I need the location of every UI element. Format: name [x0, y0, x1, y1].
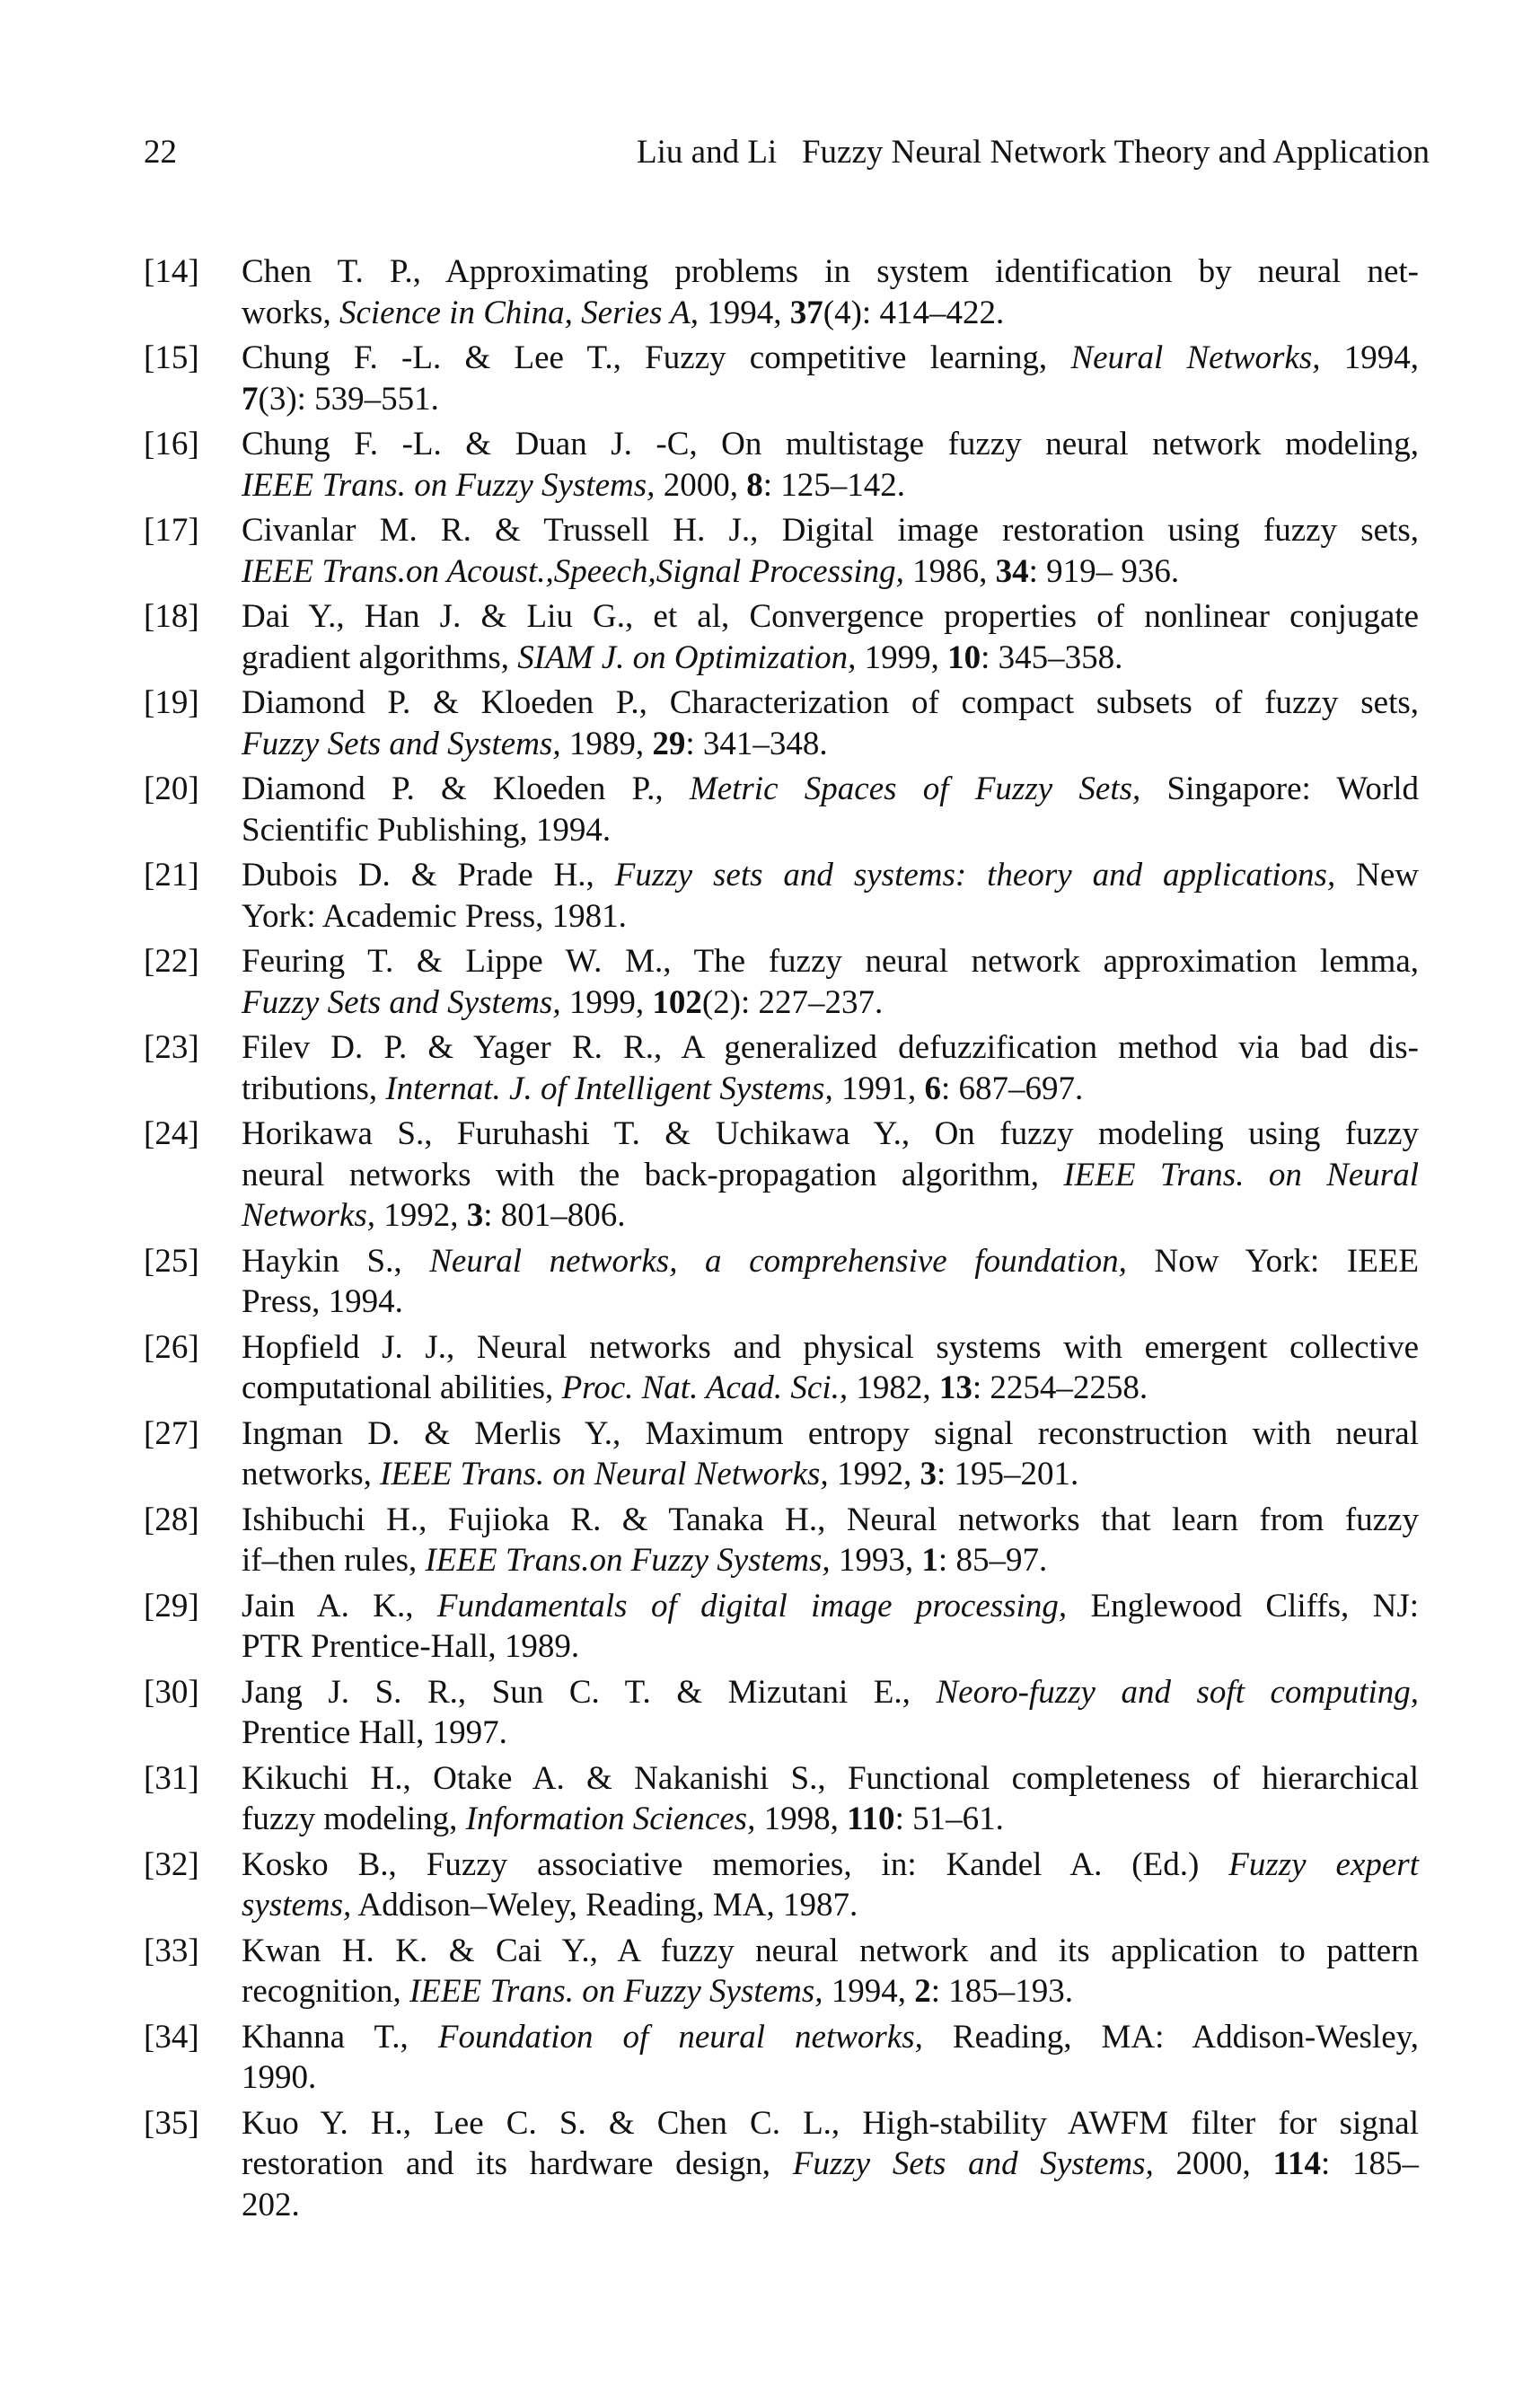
reference-line: [242, 769, 1419, 810]
bold-volume: 7: [242, 380, 259, 418]
reference-number: [16]: [144, 426, 199, 462]
text-run: : 125–142.: [762, 466, 905, 504]
reference-list: [144, 251, 1419, 2230]
text-run: 1999,: [856, 638, 948, 676]
reference-line: [242, 2185, 1419, 2226]
text-run: Khanna T.,: [242, 2018, 438, 2056]
reference-line: [242, 1931, 1419, 1972]
bold-volume: 102: [652, 983, 702, 1021]
reference-line: [242, 251, 1419, 293]
text-run: Singapore: World: [1140, 770, 1419, 807]
text-run: : 687–697.: [940, 1070, 1084, 1107]
reference-entry: [144, 1845, 1419, 1926]
bold-volume: 10: [947, 638, 981, 676]
reference-entry: [144, 1114, 1419, 1237]
text-run: 1990.: [242, 2059, 317, 2096]
reference-line: [242, 1626, 1419, 1668]
text-run: Prentice Hall, 1997.: [242, 1714, 507, 1751]
text-run: Englewood Cliffs, NJ:: [1067, 1587, 1419, 1625]
reference-line: [242, 941, 1419, 982]
reference-number: [35]: [144, 2104, 199, 2142]
text-run: Jain A. K.,: [242, 1587, 437, 1625]
italic-text: Fuzzy sets and systems: theory and applications,: [614, 857, 1336, 894]
text-run: : 919– 936.: [1028, 552, 1180, 590]
italic-text: Fundamentals of digital image processing,: [436, 1587, 1068, 1625]
bold-volume: 3: [920, 1456, 937, 1492]
text-run: Hopfield J. J., Neural networks and physical systems with emergent collective: [242, 1328, 1419, 1366]
text-run: 1986,: [903, 552, 996, 590]
reference-line: [242, 855, 1419, 896]
text-run: : 341–348.: [685, 725, 828, 762]
reference-text: [242, 855, 1419, 937]
text-run: : 2254–2258.: [972, 1369, 1148, 1406]
reference-line: [242, 2103, 1419, 2144]
reference-entry: [144, 1500, 1419, 1581]
reference-line: [242, 1500, 1419, 1541]
italic-text: Neoro-fuzzy and soft computing,: [936, 1673, 1420, 1711]
reference-line: [242, 896, 1419, 938]
reference-line: [242, 1327, 1419, 1369]
reference-number: [14]: [144, 253, 199, 290]
bold-volume: 1: [921, 1542, 938, 1579]
reference-text: [242, 596, 1419, 678]
reference-line: [242, 424, 1419, 465]
italic-text: Science in China, Series A,: [339, 294, 700, 331]
reference-line: [242, 465, 1419, 506]
reference-entry: [144, 1327, 1419, 1409]
reference-text: [242, 769, 1419, 850]
reference-entry: [144, 1241, 1419, 1323]
reference-entry: [144, 1758, 1419, 1840]
reference-text: [242, 1327, 1419, 1409]
italic-text: IEEE Trans.on Fuzzy Systems,: [425, 1542, 831, 1579]
text-run: networks,: [242, 1456, 381, 1492]
bold-volume: 114: [1272, 2145, 1321, 2182]
text-run: York: Academic Press, 1981.: [242, 897, 627, 935]
reference-number: [19]: [144, 684, 199, 721]
reference-number: [18]: [144, 598, 199, 635]
text-run: 1989,: [560, 725, 653, 762]
italic-text: systems,: [242, 1887, 352, 1924]
text-run: Kosko B., Fuzzy associative memories, in: Kandel A. (Ed.): [242, 1845, 1229, 1883]
text-run: 1994,: [823, 1973, 915, 2010]
reference-line: [242, 2017, 1419, 2058]
running-title: Liu and Li Fuzzy Neural Network Theory and Application: [637, 134, 1430, 171]
text-run: : 185–193.: [930, 1973, 1073, 2010]
reference-number: [24]: [144, 1115, 199, 1152]
text-run: Filev D. P. & Yager R. R., A generalized defuzzification method via bad dis-: [242, 1029, 1419, 1066]
text-run: 202.: [242, 2186, 300, 2223]
text-run: 1994,: [699, 294, 790, 331]
text-run: gradient algorithms,: [242, 638, 518, 676]
reference-line: [242, 1454, 1419, 1495]
reference-text: [242, 1114, 1419, 1237]
text-run: tributions,: [242, 1070, 386, 1107]
bold-volume: 34: [995, 552, 1029, 590]
bold-volume: 2: [914, 1973, 931, 2010]
reference-line: [242, 1799, 1419, 1840]
bold-volume: 6: [924, 1070, 941, 1107]
reference-text: [242, 1845, 1419, 1926]
italic-text: IEEE Trans. on Fuzzy Systems,: [242, 466, 656, 504]
text-run: PTR Prentice-Hall, 1989.: [242, 1628, 580, 1665]
text-run: : 185–: [1320, 2145, 1419, 2182]
text-run: 1991,: [832, 1070, 925, 1107]
text-run: restoration and its hardware design,: [242, 2145, 793, 2182]
text-run: Chung F. -L. & Lee T., Fuzzy competitive learning,: [242, 339, 1071, 376]
reference-entry: [144, 251, 1419, 333]
reference-line: [242, 682, 1419, 724]
text-run: : 345–358.: [981, 638, 1123, 676]
reference-line: [242, 1845, 1419, 1886]
bold-volume: 29: [652, 725, 686, 762]
text-run: fuzzy modeling,: [242, 1801, 466, 1837]
reference-text: [242, 1672, 1419, 1754]
reference-number: [33]: [144, 1932, 199, 1969]
page-number: 22: [144, 134, 177, 171]
italic-text: IEEE Trans. on Fuzzy Systems,: [409, 1973, 823, 2010]
reference-line: [242, 2144, 1419, 2185]
text-run: Civanlar M. R. & Trussell H. J., Digital image restoration using fuzzy sets,: [242, 512, 1419, 549]
reference-number: [31]: [144, 1759, 199, 1797]
text-run: Ishibuchi H., Fujioka R. & Tanaka H., Neural networks that learn from fuzzy: [242, 1501, 1419, 1538]
reference-line: [242, 1885, 1419, 1926]
text-run: Jang J. S. R., Sun C. T. & Mizutani E.,: [242, 1673, 937, 1711]
reference-entry: [144, 424, 1419, 506]
text-run: : 801–806.: [483, 1197, 626, 1234]
reference-entry: [144, 1931, 1419, 2012]
reference-number: [26]: [144, 1328, 199, 1366]
reference-entry: [144, 1586, 1419, 1668]
reference-line: [242, 1368, 1419, 1409]
text-run: recognition,: [242, 1973, 410, 2010]
text-run: works,: [242, 294, 339, 331]
reference-entry: [144, 596, 1419, 678]
text-run: Kikuchi H., Otake A. & Nakanishi S., Functional completeness of hierarchical: [242, 1759, 1419, 1797]
reference-number: [15]: [144, 339, 199, 376]
text-run: Kwan H. K. & Cai Y., A fuzzy neural network and its application to pattern: [242, 1932, 1419, 1969]
reference-number: [32]: [144, 1845, 199, 1883]
text-run: (4): 414–422.: [823, 294, 1005, 331]
reference-text: [242, 1241, 1419, 1323]
reference-line: [242, 1540, 1419, 1581]
reference-entry: [144, 941, 1419, 1023]
reference-number: [17]: [144, 512, 199, 549]
reference-line: [242, 293, 1419, 334]
text-run: Reading, MA: Addison-Wesley,: [922, 2018, 1419, 2056]
reference-line: [242, 2057, 1419, 2099]
reference-line: [242, 982, 1419, 1024]
italic-text: Fuzzy expert: [1228, 1845, 1419, 1883]
reference-line: [242, 1758, 1419, 1800]
reference-line: [242, 1114, 1419, 1155]
reference-number: [22]: [144, 943, 199, 980]
reference-text: [242, 1500, 1419, 1581]
reference-line: [242, 1713, 1419, 1754]
text-run: : 195–201.: [936, 1456, 1079, 1492]
text-run: (3): 539–551.: [258, 380, 439, 418]
italic-text: Metric Spaces of Fuzzy Sets,: [689, 770, 1141, 807]
reference-line: [242, 810, 1419, 851]
text-run: Diamond P. & Kloeden P.,: [242, 770, 690, 807]
reference-number: [21]: [144, 857, 199, 894]
text-run: Addison–Weley, Reading, MA, 1987.: [351, 1887, 858, 1924]
reference-line: [242, 1413, 1419, 1455]
italic-text: IEEE Trans.on Acoust.,Speech,Signal Processing,: [242, 552, 904, 590]
text-run: 1993,: [830, 1542, 922, 1579]
text-run: (2): 227–237.: [701, 983, 884, 1021]
text-run: 2000,: [655, 466, 747, 504]
text-run: Horikawa S., Furuhashi T. & Uchikawa Y., On fuzzy modeling using fuzzy: [242, 1115, 1419, 1152]
reference-number: [29]: [144, 1587, 199, 1625]
italic-text: Networks,: [242, 1197, 376, 1234]
text-run: Chen T. P., Approximating problems in system identification by neural net-: [242, 253, 1419, 290]
running-header: [144, 130, 1430, 175]
italic-text: Proc. Nat. Acad. Sci.,: [561, 1369, 849, 1406]
reference-line: [242, 1281, 1419, 1323]
reference-line: [242, 1672, 1419, 1713]
text-run: 1998,: [755, 1801, 848, 1837]
reference-line: [242, 1069, 1419, 1110]
reference-text: [242, 2103, 1419, 2226]
text-run: Kuo Y. H., Lee C. S. & Chen C. L., High-stability AWFM filter for signal: [242, 2104, 1419, 2142]
reference-number: [27]: [144, 1414, 199, 1452]
reference-entry: [144, 338, 1419, 419]
text-run: Now York: IEEE: [1126, 1242, 1420, 1280]
reference-entry: [144, 855, 1419, 937]
reference-entry: [144, 1027, 1419, 1109]
bold-volume: 13: [938, 1369, 972, 1406]
reference-line: [242, 1155, 1419, 1196]
italic-text: IEEE Trans. on Neural: [1063, 1156, 1419, 1193]
italic-text: Fuzzy Sets and Systems,: [242, 725, 561, 762]
text-run: : 85–97.: [937, 1542, 1048, 1579]
text-run: Dubois D. & Prade H.,: [242, 857, 615, 894]
italic-text: Information Sciences,: [465, 1801, 756, 1837]
text-run: 1999,: [560, 983, 653, 1021]
italic-text: Neural Networks,: [1070, 339, 1321, 376]
bold-volume: 3: [466, 1197, 484, 1234]
reference-text: [242, 941, 1419, 1023]
italic-text: Neural networks, a comprehensive foundation,: [429, 1242, 1127, 1280]
reference-line: [242, 1195, 1419, 1237]
bold-volume: 8: [746, 466, 763, 504]
text-run: Press, 1994.: [242, 1283, 403, 1320]
reference-entry: [144, 2103, 1419, 2226]
reference-number: [34]: [144, 2018, 199, 2056]
reference-text: [242, 1586, 1419, 1668]
reference-text: [242, 2017, 1419, 2099]
italic-text: Fuzzy Sets and Systems,: [792, 2145, 1154, 2182]
text-run: Diamond P. & Kloeden P., Characterization of compact subsets of fuzzy sets,: [242, 684, 1419, 721]
reference-text: [242, 1413, 1419, 1495]
text-run: 2000,: [1153, 2145, 1273, 2182]
reference-entry: [144, 1672, 1419, 1754]
text-run: 1992,: [375, 1197, 467, 1234]
text-run: New: [1335, 857, 1419, 894]
bold-volume: 37: [789, 294, 823, 331]
reference-number: [25]: [144, 1242, 199, 1280]
reference-line: [242, 724, 1419, 765]
text-run: Chung F. -L. & Duan J. -C, On multistage fuzzy neural network modeling,: [242, 426, 1419, 462]
reference-number: [30]: [144, 1673, 199, 1711]
reference-line: [242, 551, 1419, 593]
reference-text: [242, 1027, 1419, 1109]
text-run: Dai Y., Han J. & Liu G., et al, Convergence properties of nonlinear conjugate: [242, 598, 1419, 635]
reference-line: [242, 1241, 1419, 1282]
italic-text: Internat. J. of Intelligent Systems,: [385, 1070, 833, 1107]
reference-line: [242, 510, 1419, 551]
reference-line: [242, 1027, 1419, 1069]
text-run: computational abilities,: [242, 1369, 562, 1406]
italic-text: Foundation of neural networks,: [437, 2018, 923, 2056]
reference-number: [28]: [144, 1501, 199, 1538]
reference-entry: [144, 769, 1419, 850]
reference-text: [242, 424, 1419, 506]
reference-line: [242, 379, 1419, 420]
reference-text: [242, 510, 1419, 592]
italic-text: SIAM J. on Optimization,: [517, 638, 857, 676]
reference-line: [242, 338, 1419, 379]
reference-number: [23]: [144, 1029, 199, 1066]
text-run: 1982,: [848, 1369, 939, 1406]
reference-text: [242, 251, 1419, 333]
reference-number: [20]: [144, 770, 199, 807]
bold-volume: 110: [847, 1801, 895, 1837]
reference-text: [242, 682, 1419, 764]
text-run: Feuring T. & Lippe W. M., The fuzzy neural network approximation lemma,: [242, 943, 1419, 980]
italic-text: Fuzzy Sets and Systems,: [242, 983, 561, 1021]
text-run: 1992,: [828, 1456, 920, 1492]
reference-line: [242, 638, 1419, 679]
reference-text: [242, 338, 1419, 419]
reference-line: [242, 1971, 1419, 2012]
text-run: neural networks with the back-propagation algorithm,: [242, 1156, 1064, 1193]
reference-text: [242, 1758, 1419, 1840]
reference-text: [242, 1931, 1419, 2012]
reference-line: [242, 596, 1419, 638]
reference-entry: [144, 1413, 1419, 1495]
reference-entry: [144, 2017, 1419, 2099]
text-run: if–then rules,: [242, 1542, 426, 1579]
reference-line: [242, 1586, 1419, 1627]
reference-entry: [144, 510, 1419, 592]
text-run: Scientific Publishing, 1994.: [242, 811, 612, 849]
text-run: Ingman D. & Merlis Y., Maximum entropy signal reconstruction with neural: [242, 1414, 1419, 1452]
text-run: Haykin S.,: [242, 1242, 430, 1280]
reference-entry: [144, 682, 1419, 764]
text-run: : 51–61.: [894, 1801, 1004, 1837]
italic-text: IEEE Trans. on Neural Networks,: [380, 1456, 829, 1492]
text-run: 1994,: [1320, 339, 1419, 376]
